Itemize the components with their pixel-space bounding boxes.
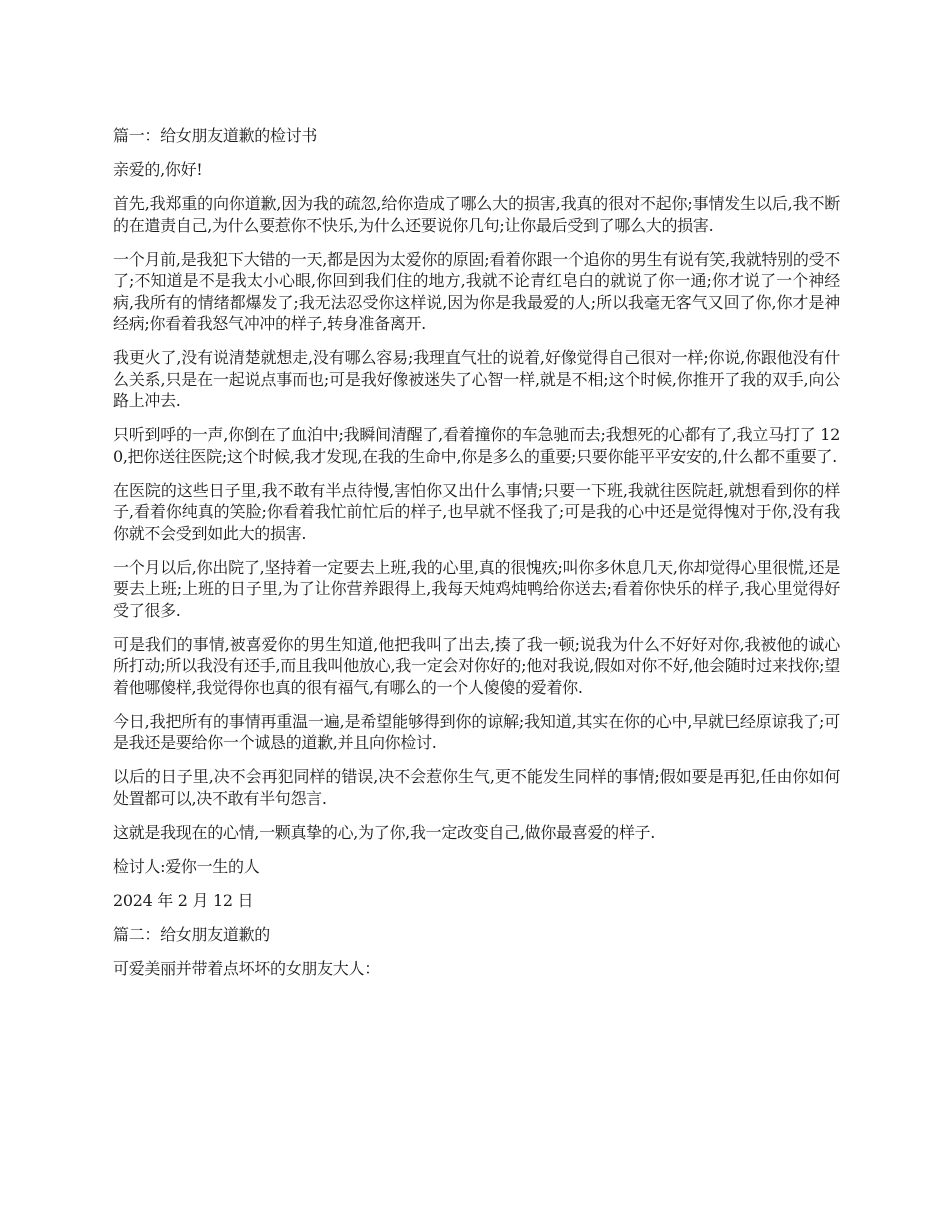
- body-paragraph: 一个月前,是我犯下大错的一天,都是因为太爱你的原固;看着你跟一个追你的男生有说有笑,我就特别的受不了;不知道是不是我太小心眼,你回到我们住的地方,我就不论青红皂白的就说了你一通;你才说了一个神经病,我所有的情绪都爆发了;我无法忍受你这样说,因为你是我最爱的人;所以我毫无客气又回了你,你才是神经病;你看着我怒气冲冲的样子,转身准备离开.: [113, 249, 840, 333]
- body-paragraph: 以后的日子里,决不会再犯同样的错误,决不会惹你生气,更不能发生同样的事情;假如要是再犯,任由你如何处置都可以,决不敢有半句怨言.: [113, 767, 840, 808]
- section-title-1: 篇一：给女朋友道歉的检讨书: [113, 126, 318, 145]
- document-body: [113, 125, 840, 992]
- body-paragraph: 可是我们的事情,被喜爱你的男生知道,他把我叫了出去,揍了我一顿;说我为什么不好好对你,我被他的诚心所打动;所以我没有还手,而且我叫他放心,我一定会对你好的;他对我说,假如对你不好,他会随时过来找你;望着他哪傻样,我觉得你也真的很有福气,有哪么的一个人傻傻的爱着你.: [113, 634, 840, 697]
- signature-line: 检讨人:爱你一生的人: [113, 856, 260, 876]
- date-line: 2024 年 2 月 12 日: [113, 890, 254, 910]
- body-paragraph: 只听到呼的一声,你倒在了血泊中;我瞬间清醒了,看着撞你的车急驰而去;我想死的心都有了,我立马打了 120,把你送往医院;这个时候,我才发现,在我的生命中,你是多么的重要;只要你能平平安安的,什么都不重要了.: [113, 425, 840, 466]
- body-paragraph: 首先,我郑重的向你道歉,因为我的疏忽,给你造成了哪么大的损害,我真的很对不起你;事情发生以后,我不断的在遣责自己,为什么要惹你不快乐,为什么还要说你几句;让你最后受到了哪么大的损害.: [113, 194, 840, 235]
- body-paragraph: 今日,我把所有的事情再重温一遍,是希望能够得到你的谅解;我知道,其实在你的心中,早就巳经原谅我了;可是我还是要给你一个诚恳的道歉,并且向你检讨.: [113, 711, 840, 752]
- body-paragraph: 我更火了,没有说清楚就想走,没有哪么容易;我理直气壮的说着,好像觉得自己很对一样;你说,你跟他没有什么关系,只是在一起说点事而也;可是我好像被迷失了心智一样,就是不相;这个时候,你推开了我的双手,向公路上冲去.: [113, 348, 840, 410]
- section-title-2: 篇二：给女朋友道歉的: [113, 924, 271, 944]
- salutation: 亲爱的,你好!: [113, 160, 203, 179]
- salutation: 可爱美丽并带着点坏坏的女朋友大人：: [113, 958, 380, 978]
- body-paragraph: 这就是我现在的心情,一颗真挚的心,为了你,我一定改变自己,做你最喜爱的样子.: [113, 822, 656, 842]
- body-paragraph: 一个月以后,你出院了,坚持着一定要去上班,我的心里,真的很愧疚;叫你多休息几天,你却觉得心里很慌,还是要去上班;上班的日子里,为了让你营养跟得上,我每天炖鸡炖鸭给你送去;看着你快乐的样子,我心里觉得好受了很多.: [113, 557, 840, 620]
- body-paragraph: 在医院的这些日子里,我不敢有半点待慢,害怕你又出什么事情;只要一下班,我就往医院赶,就想看到你的样子,看着你纯真的笑脸;你看着我忙前忙后的样子,也早就不怪我了;可是我的心中还是觉得愧对于你,没有我你就不会受到如此大的损害.: [113, 480, 840, 543]
